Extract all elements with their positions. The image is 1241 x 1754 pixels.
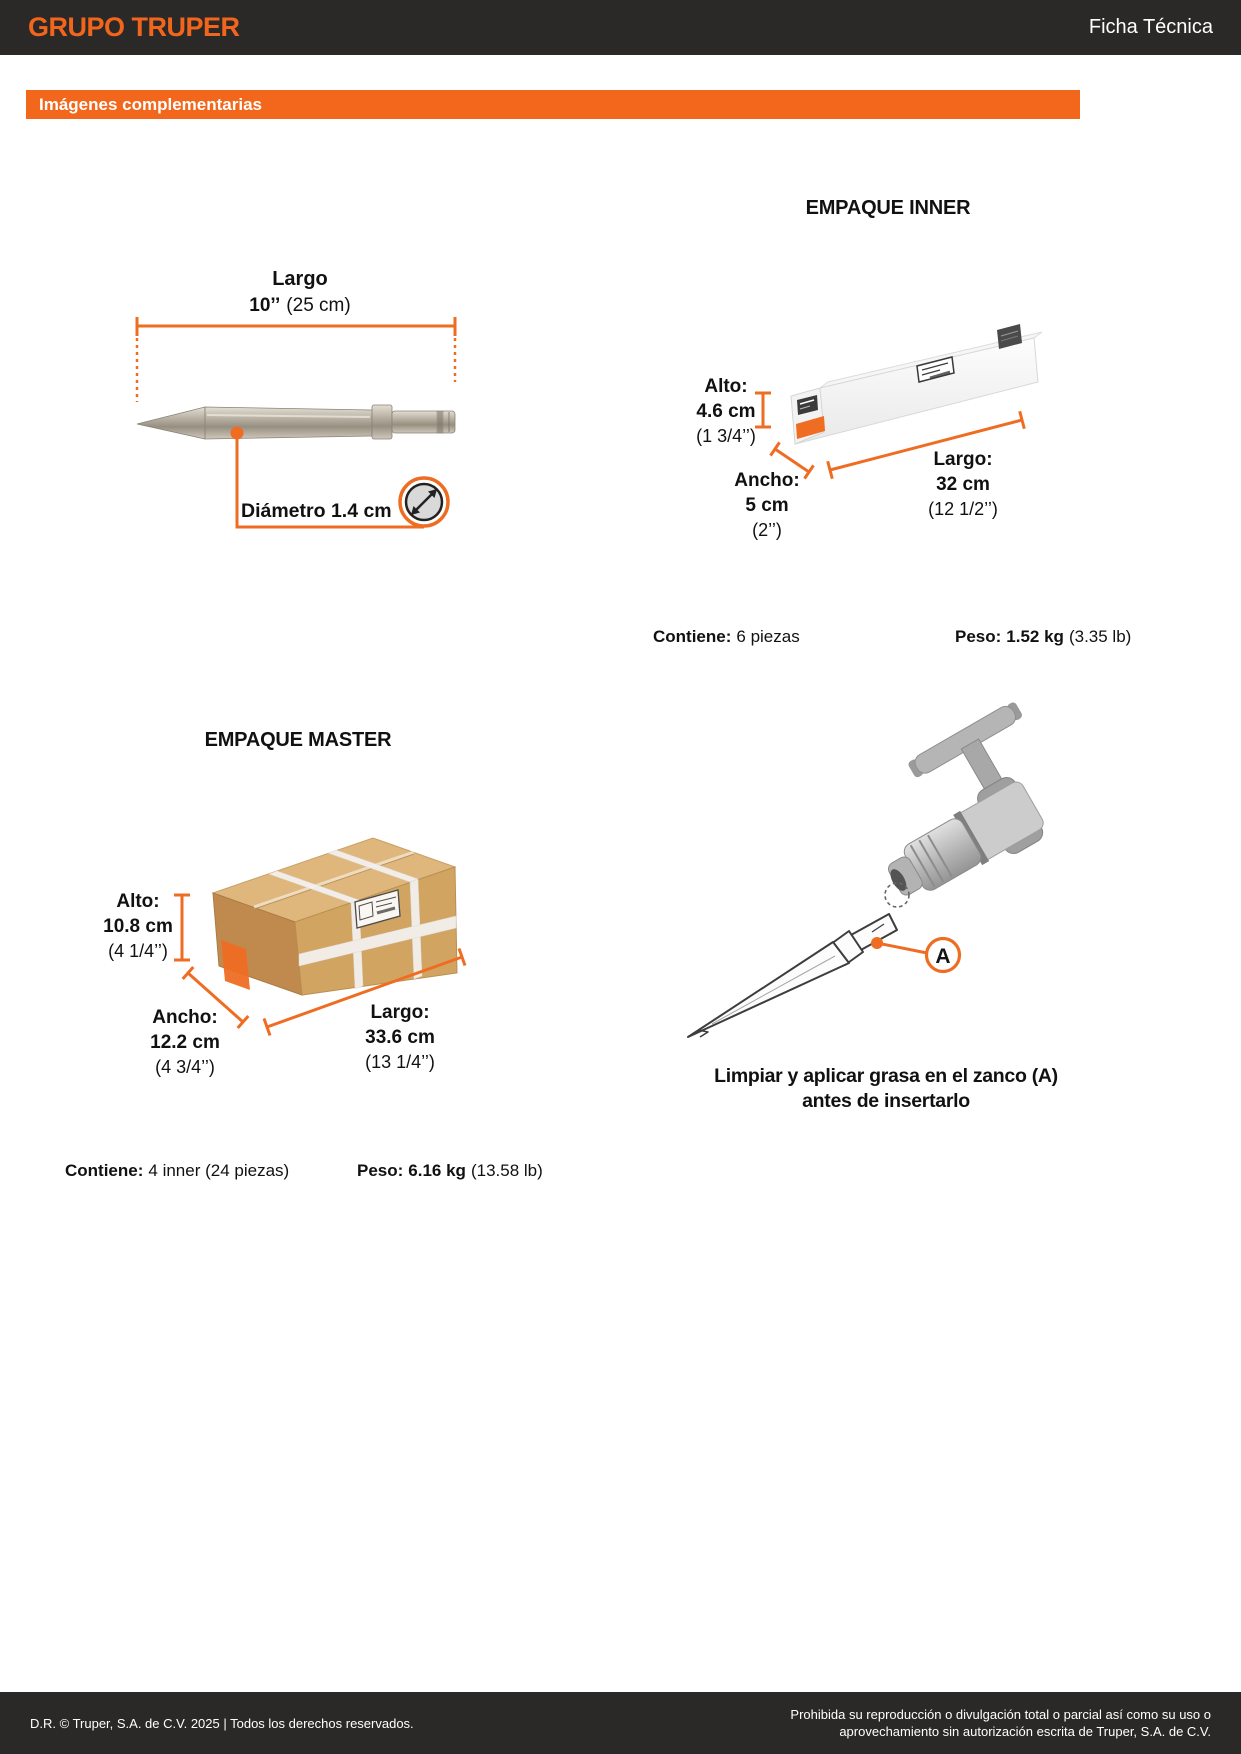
inner-section-title: EMPAQUE INNER (805, 197, 971, 219)
master-weight-line: Peso: 6.16 kg (13.58 lb) (357, 1161, 543, 1180)
copyright-text: D.R. © Truper, S.A. de C.V. 2025 | Todos los derechos reservados. (30, 1715, 414, 1731)
inner-ancho-label: Ancho: 5 cm (2’’) (734, 470, 800, 540)
master-contains-line: Contiene: 4 inner (24 piezas) (65, 1161, 290, 1180)
marker-a-letter: A (935, 945, 951, 968)
length-inches: 10’’ (249, 295, 281, 316)
hammer-drill-illustration (844, 700, 1081, 914)
usage-caption: Limpiar y aplicar grasa en el zanco (A) antes de insertarlo (714, 1065, 1058, 1112)
diameter-icon (400, 478, 448, 526)
header-bar (0, 0, 1241, 55)
brand-logo: GRUPO TRUPER (28, 12, 240, 42)
inner-largo-label: Largo: 32 cm (12 1/2’’) (928, 449, 998, 519)
section-banner-title: Imágenes complementarias (39, 94, 262, 114)
master-largo-label: Largo: 33.6 cm (13 1/4’’) (365, 1002, 435, 1072)
master-ancho-label: Ancho: 12.2 cm (4 3/4’’) (150, 1007, 220, 1077)
chisel-outline-illustration (688, 914, 897, 1037)
legal-text: Prohibida su reproducción o divulgación total o parcial así como su uso o aprovechamiento sin autorización escrita de Truper, S.A. de C.V. (790, 1707, 1211, 1739)
usage-illustration (600, 680, 1120, 1060)
length-dimension-line (137, 317, 455, 402)
section-banner (26, 90, 1080, 119)
inner-contains-line: Contiene: 6 piezas (653, 627, 800, 646)
length-value (218, 295, 382, 317)
doc-type-label: Ficha Técnica (1088, 16, 1213, 38)
length-label: Largo (272, 268, 328, 290)
inner-alto-label: Alto: 4.6 cm (1 3/4’’) (696, 376, 756, 446)
inner-weight-line: Peso: 1.52 kg (3.35 lb) (955, 627, 1132, 646)
master-section-title: EMPAQUE MASTER (204, 729, 392, 751)
footer-bar (0, 1692, 1241, 1754)
diameter-label: Diámetro 1.4 cm (241, 500, 392, 522)
chisel-photo-illustration (137, 405, 455, 439)
length-cm: (25 cm) (286, 295, 351, 316)
marker-a-callout (871, 937, 960, 972)
inner-box-illustration (600, 280, 1060, 570)
master-alto-label: Alto: 10.8 cm (4 1/4’’) (103, 891, 173, 961)
